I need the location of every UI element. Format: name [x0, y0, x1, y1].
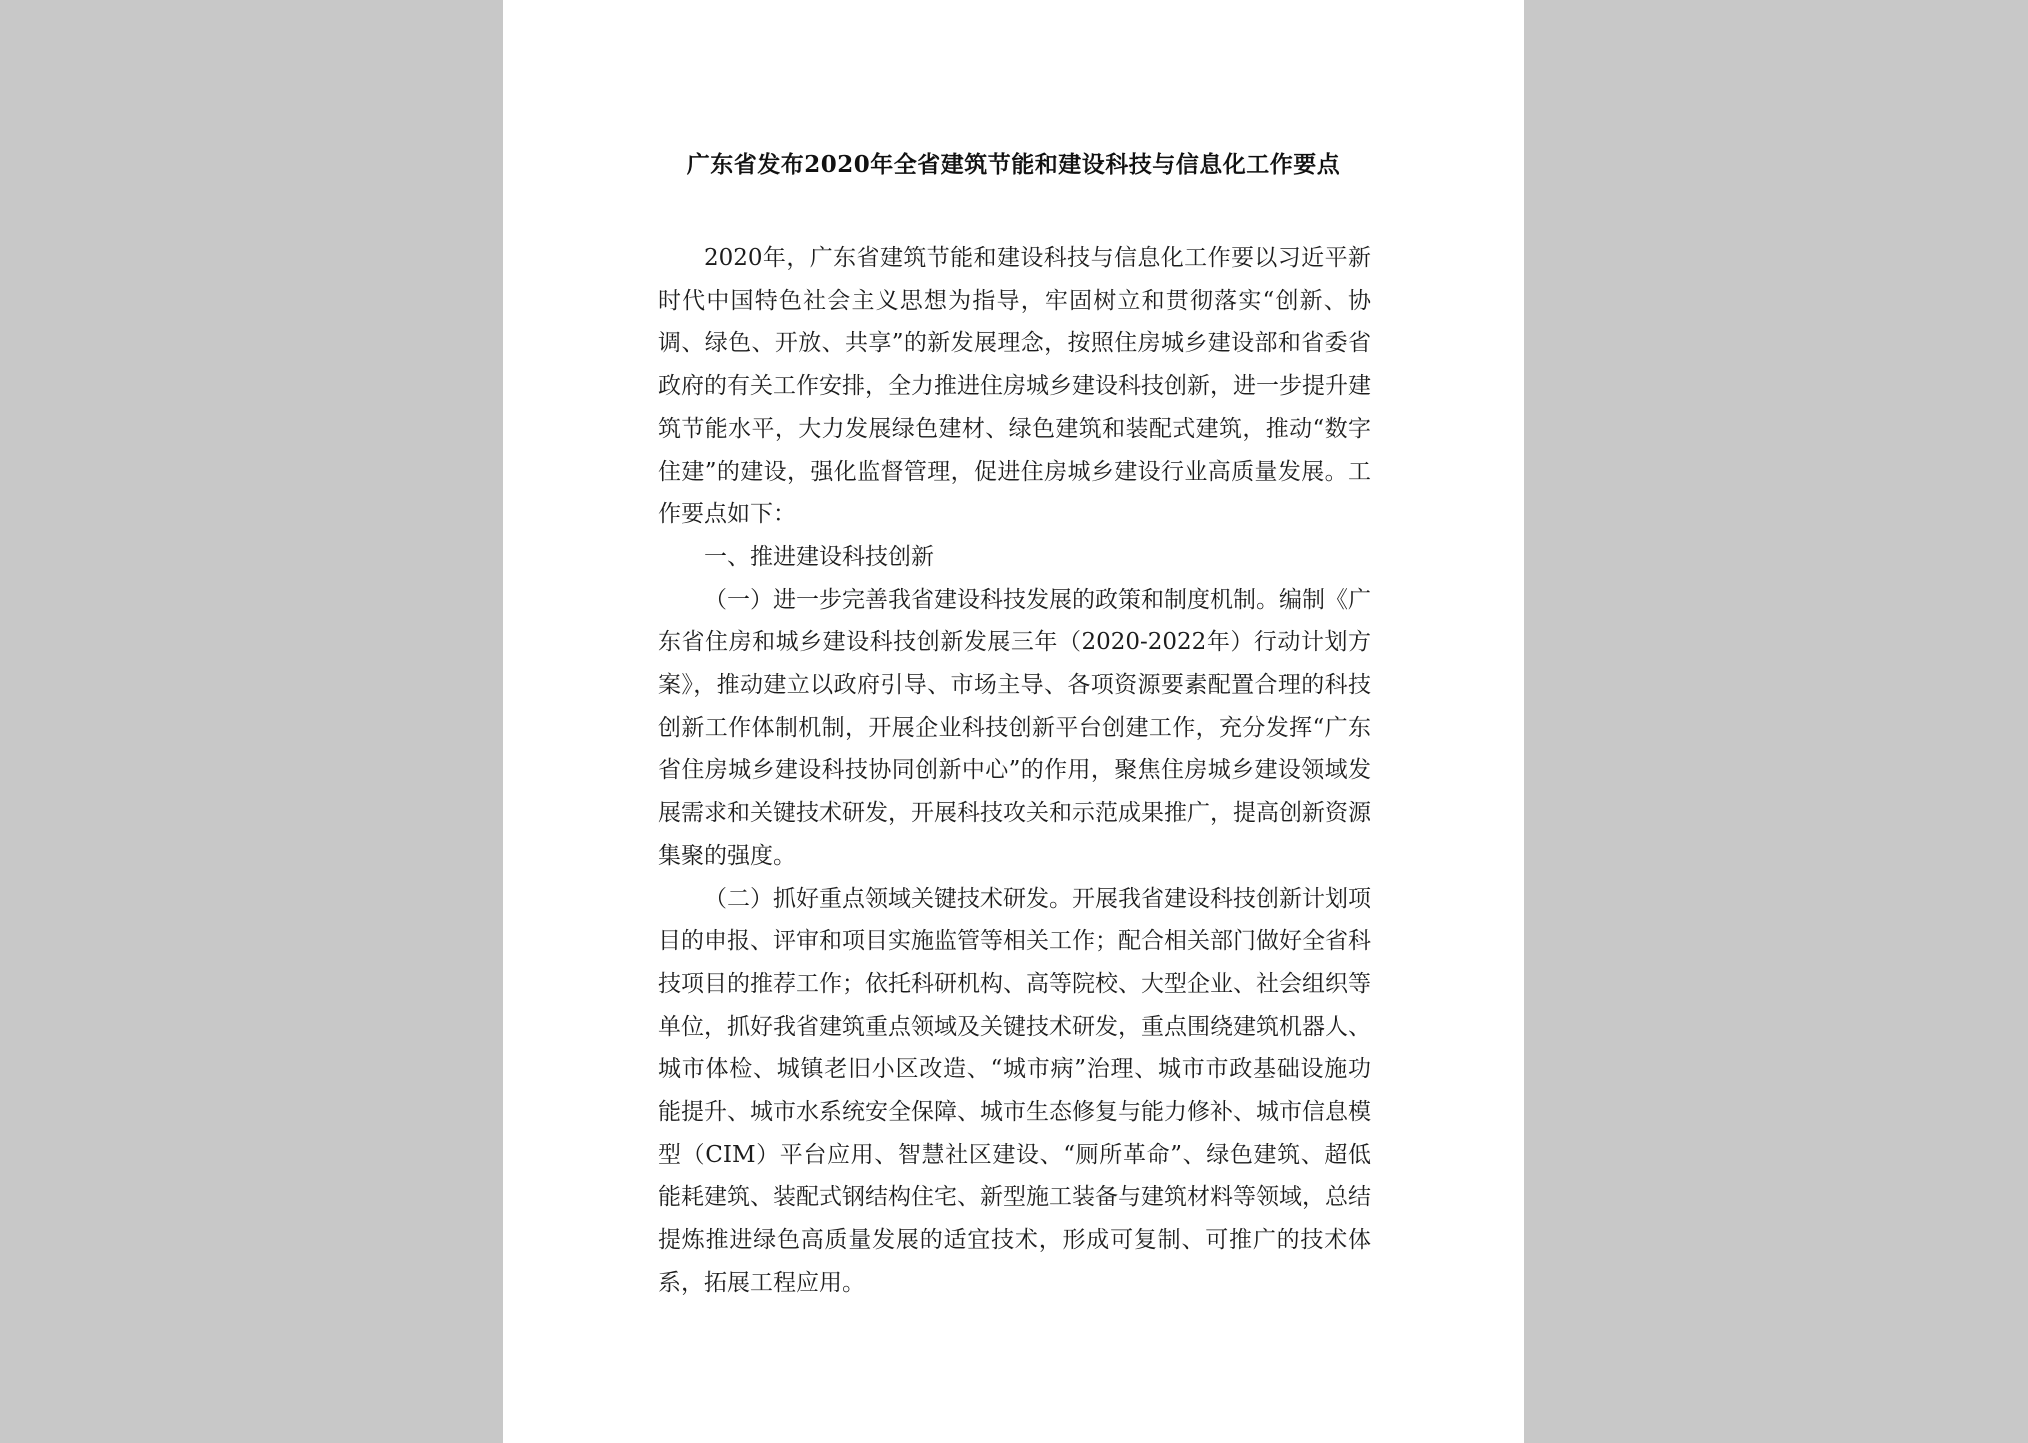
paragraph-item-2: （二）抓好重点领域关键技术研发。开展我省建设科技创新计划项目的申报、评审和项目实施监管等相关工作；配合相关部门做好全省科技项目的推荐工作；依托科研机构、高等院校、大型企业、社会组织等单位，抓好我省建筑重点领域及关键技术研发，重点围绕建筑机器人、城市体检、城镇老旧小区改造、“城市病”治理、城市市政基础设施功能提升、城市水系统安全保障、城市生态修复与能力修补、城市信息模型（CIM）平台应用、智慧社区建设、“厕所革命”、绿色建筑、超低能耗建筑、装配式钢结构住宅、新型施工装备与建筑材料等领域，总结提炼推进绿色高质量发展的适宜技术，形成可复制、可推广的技术体系，拓展工程应用。	[658, 885, 1371, 1296]
document-title: 广东省发布2020年全省建筑节能和建设科技与信息化工作要点	[686, 151, 1341, 178]
document-body	[658, 237, 1371, 1305]
paragraph-intro: 2020年，广东省建筑节能和建设科技与信息化工作要以习近平新时代中国特色社会主义思想为指导，牢固树立和贯彻落实“创新、协调、绿色、开放、共享”的新发展理念，按照住房城乡建设部和省委省政府的有关工作安排，全力推进住房城乡建设科技创新，进一步提升建筑节能水平，大力发展绿色建材、绿色建筑和装配式建筑，推动“数字住建”的建设，强化监督管理，促进住房城乡建设行业高质量发展。工作要点如下：	[658, 245, 1371, 528]
section-heading: 一、推进建设科技创新	[704, 543, 934, 570]
paragraph-item-1: （一）进一步完善我省建设科技发展的政策和制度机制。编制《广东省住房和城乡建设科技创新发展三年（2020-2022年）行动计划方案》，推动建立以政府引导、市场主导、各项资源要素配置合理的科技创新工作体制机制，开展企业科技创新平台创建工作，充分发挥“广东省住房城乡建设科技协同创新中心”的作用，聚焦住房城乡建设领域发展需求和关键技术研发，开展科技攻关和示范成果推广，提高创新资源集聚的强度。	[658, 586, 1371, 869]
document-page[interactable]	[503, 0, 1524, 1443]
